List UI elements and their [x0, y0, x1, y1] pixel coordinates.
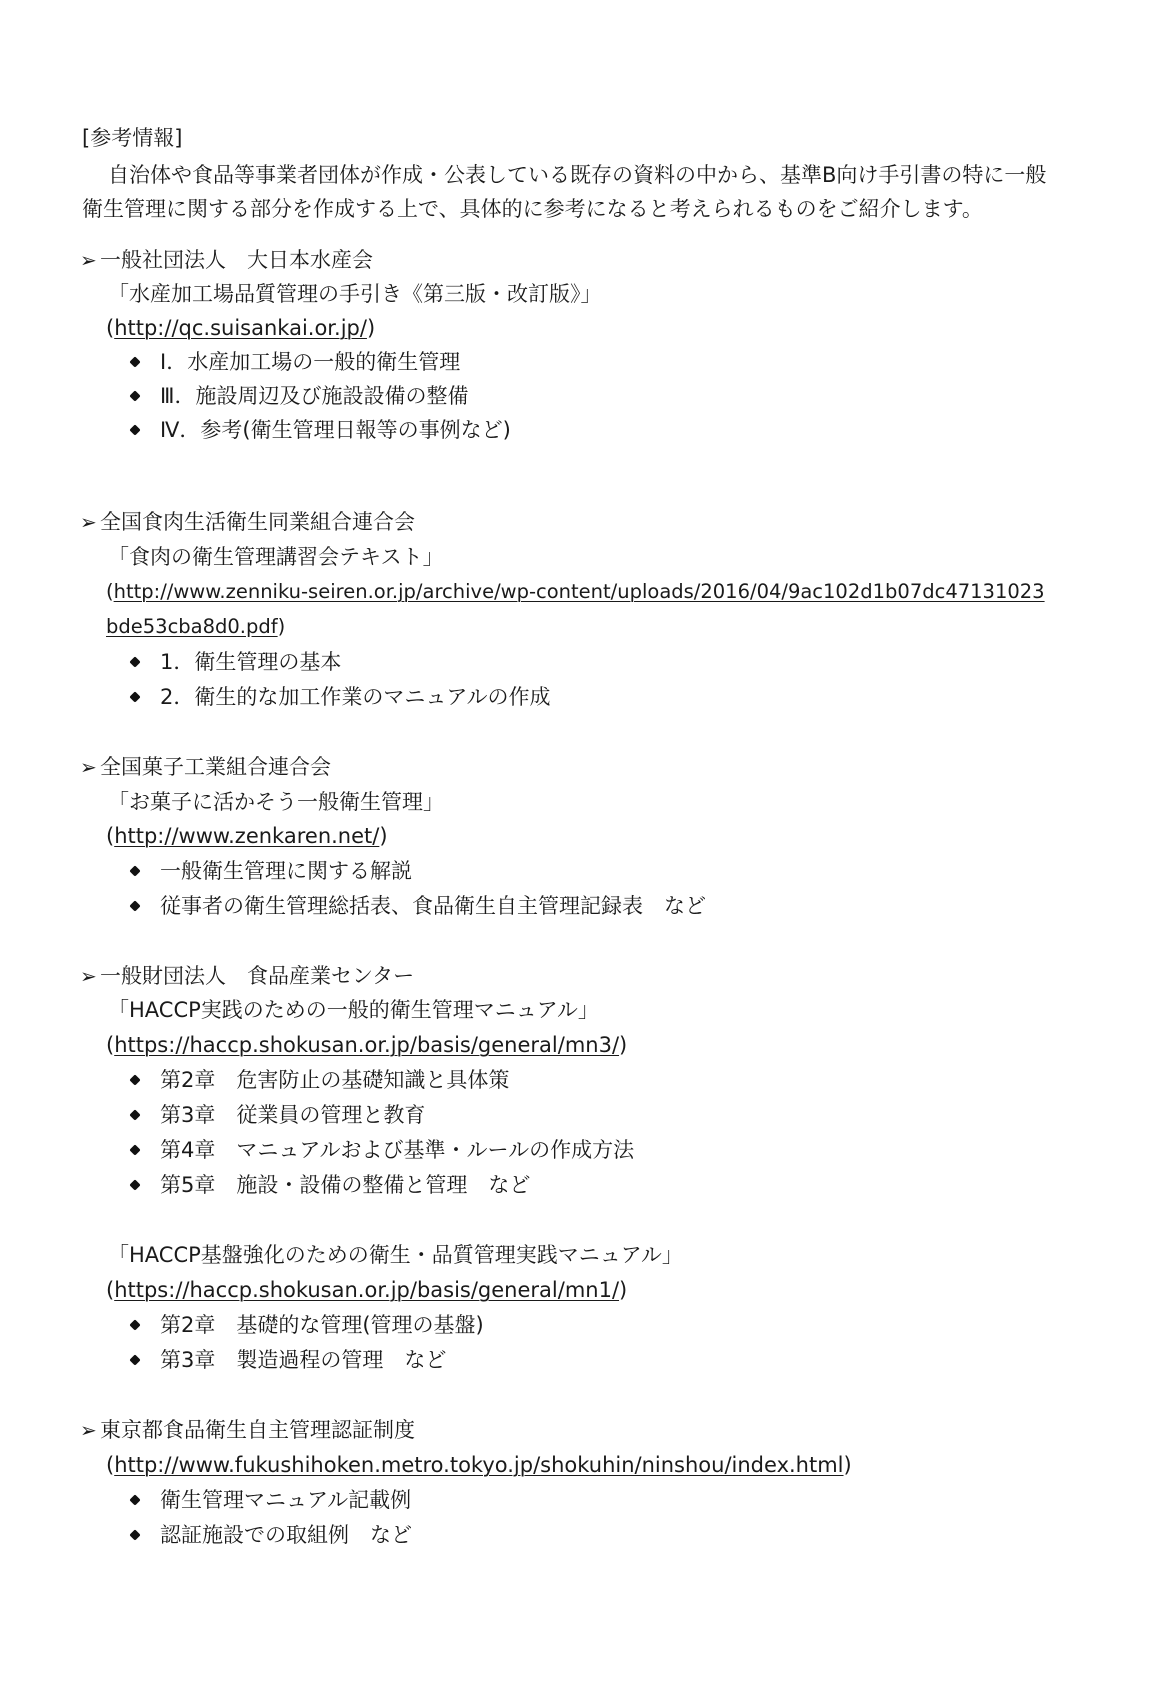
- diamond-bullet-icon: [129, 1319, 140, 1330]
- url-line: (http://qc.suisankai.or.jp/): [106, 316, 376, 340]
- list-item: 第3章 従業員の管理と教育: [130, 1105, 425, 1126]
- org-name: 一般財団法人 食品産業センター: [100, 964, 415, 988]
- list-item: 第5章 施設・設備の整備と管理 など: [130, 1175, 530, 1196]
- intro-line-2: 衛生管理に関する部分を作成する上で、具体的に参考になると考えられるものをご紹介します。: [82, 197, 983, 221]
- diamond-bullet-icon: [129, 865, 140, 876]
- diamond-bullet-icon: [129, 390, 140, 401]
- list-item: Ⅰ．水産加工場の一般的衛生管理: [130, 352, 460, 373]
- document-title: 「食肉の衛生管理講習会テキスト」: [108, 545, 444, 569]
- diamond-bullet-icon: [129, 356, 140, 367]
- list-item: 2．衛生的な加工作業のマニュアルの作成: [130, 687, 551, 708]
- url-line: (https://haccp.shokusan.or.jp/basis/general/mn1/): [106, 1278, 628, 1302]
- list-item: 従事者の衛生管理総括表、食品衛生自主管理記録表 など: [130, 896, 706, 917]
- org-heading: [80, 966, 414, 987]
- arrow-bullet-icon: ➢: [80, 755, 97, 779]
- org-heading: [80, 1420, 415, 1441]
- intro-line-1: 自治体や食品等事業者団体が作成・公表している既存の資料の中から、基準B向け手引書の特に一般: [108, 163, 1047, 187]
- arrow-bullet-icon: ➢: [80, 248, 97, 272]
- document-title: 「お菓子に活かそう一般衛生管理」: [108, 790, 444, 814]
- diamond-bullet-icon: [129, 1529, 140, 1540]
- list-item: 一般衛生管理に関する解説: [130, 861, 412, 882]
- diamond-bullet-icon: [129, 1144, 140, 1155]
- diamond-bullet-icon: [129, 1109, 140, 1120]
- org-name: 全国菓子工業組合連合会: [100, 755, 331, 779]
- url-line: (https://haccp.shokusan.or.jp/basis/general/mn3/): [106, 1033, 628, 1057]
- org-name: 東京都食品衛生自主管理認証制度: [100, 1418, 415, 1442]
- url-link[interactable]: http://www.zenniku-seiren.or.jp/archive/wp-content/uploads/2016/04/9ac102d1b07dc47131023: [113, 580, 1045, 603]
- url-link[interactable]: http://www.fukushihoken.metro.tokyo.jp/shokuhin/ninshou/index.html: [114, 1453, 844, 1477]
- org-heading: [80, 250, 373, 271]
- diamond-bullet-icon: [129, 691, 140, 702]
- url-link[interactable]: https://haccp.shokusan.or.jp/basis/general/mn1/: [114, 1278, 620, 1302]
- org-name: 全国食肉生活衛生同業組合連合会: [100, 510, 415, 534]
- url-line: (http://www.zenkaren.net/): [106, 824, 388, 848]
- arrow-bullet-icon: ➢: [80, 1418, 97, 1442]
- list-item: 認証施設での取組例 など: [130, 1525, 412, 1546]
- arrow-bullet-icon: ➢: [80, 964, 97, 988]
- diamond-bullet-icon: [129, 1354, 140, 1365]
- document-title: 「水産加工場品質管理の手引き《第三版・改訂版》」: [108, 282, 602, 306]
- list-item: 第2章 基礎的な管理(管理の基盤): [130, 1315, 484, 1336]
- org-name: 一般社団法人 大日本水産会: [100, 248, 373, 272]
- list-item: Ⅲ．施設周辺及び施設設備の整備: [130, 386, 468, 407]
- diamond-bullet-icon: [129, 1179, 140, 1190]
- list-item: 1．衛生管理の基本: [130, 652, 341, 673]
- document-title: 「HACCP基盤強化のための衛生・品質管理実践マニュアル」: [108, 1243, 683, 1267]
- url-link[interactable]: bde53cba8d0.pdf: [106, 615, 278, 638]
- list-item: 第3章 製造過程の管理 など: [130, 1350, 446, 1371]
- diamond-bullet-icon: [129, 1494, 140, 1505]
- arrow-bullet-icon: ➢: [80, 510, 97, 534]
- diamond-bullet-icon: [129, 1074, 140, 1085]
- url-link[interactable]: http://qc.suisankai.or.jp/: [114, 316, 367, 340]
- diamond-bullet-icon: [129, 900, 140, 911]
- list-item: Ⅳ．参考(衛生管理日報等の事例など): [130, 420, 511, 441]
- url-link[interactable]: https://haccp.shokusan.or.jp/basis/general/mn3/: [114, 1033, 620, 1057]
- url-line: (http://www.zenniku-seiren.or.jp/archive/wp-content/uploads/2016/04/9ac102d1b07dc47131023: [106, 580, 1045, 603]
- list-item: 衛生管理マニュアル記載例: [130, 1490, 411, 1511]
- list-item: 第2章 危害防止の基礎知識と具体策: [130, 1070, 509, 1091]
- url-line-continued: bde53cba8d0.pdf): [106, 615, 286, 638]
- url-line: (http://www.fukushihoken.metro.tokyo.jp/shokuhin/ninshou/index.html): [106, 1453, 852, 1477]
- list-item: 第4章 マニュアルおよび基準・ルールの作成方法: [130, 1140, 634, 1161]
- url-link[interactable]: http://www.zenkaren.net/: [114, 824, 380, 848]
- reference-heading: [参考情報]: [82, 126, 183, 150]
- org-heading: [80, 757, 331, 778]
- org-heading: [80, 512, 415, 533]
- diamond-bullet-icon: [129, 424, 140, 435]
- diamond-bullet-icon: [129, 656, 140, 667]
- document-title: 「HACCP実践のための一般的衛生管理マニュアル」: [108, 998, 599, 1022]
